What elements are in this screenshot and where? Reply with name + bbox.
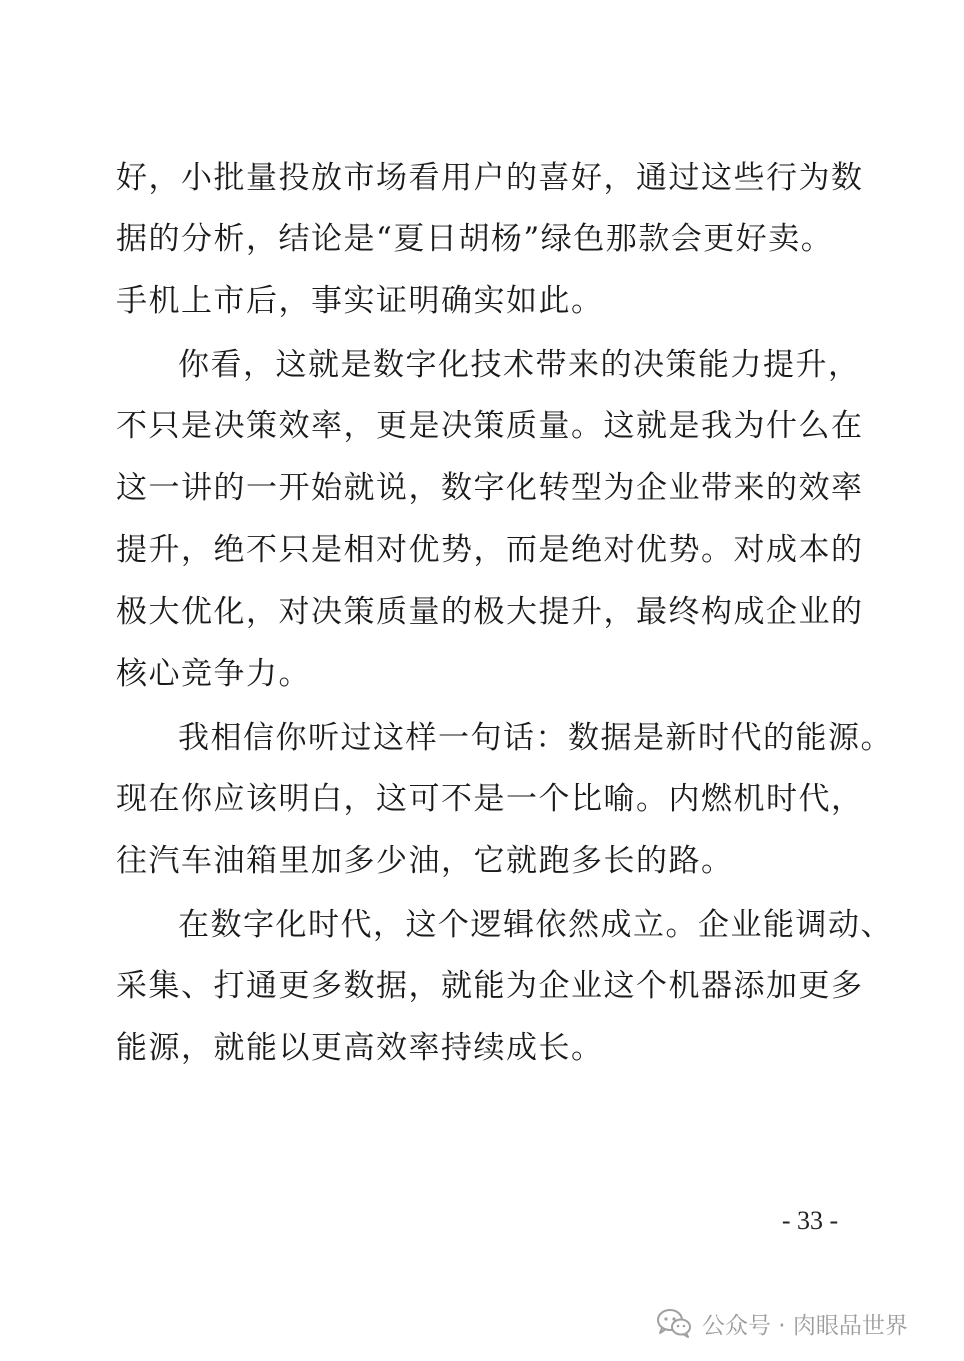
text-line: 采集、打通更多数据，就能为企业这个机器添加更多 — [116, 968, 864, 1004]
text-line: 能源，就能以更高效率持续成长。 — [116, 1030, 604, 1066]
wechat-icon — [656, 1308, 692, 1338]
text-line: 你看，这就是数字化技术带来的决策能力提升， — [178, 347, 861, 383]
watermark — [656, 1300, 946, 1346]
text-line: 不只是决策效率，更是决策质量。这就是我为什么在 — [116, 408, 864, 444]
text-line: 提升，绝不只是相对优势，而是绝对优势。对成本的 — [116, 532, 864, 568]
text-line: 据的分析，结论是“夏日胡杨”绿色那款会更好卖。 — [116, 221, 834, 257]
page-number: - 33 - — [781, 1206, 839, 1235]
watermark-text: 公众号 · 肉眼品世界 — [702, 1312, 908, 1339]
text-line: 手机上市后，事实证明确实如此。 — [116, 283, 604, 319]
text-line: 现在你应该明白，这可不是一个比喻。内燃机时代， — [116, 781, 864, 817]
text-line: 往汽车油箱里加多少油，它就跑多长的路。 — [116, 843, 734, 879]
text-line: 极大优化，对决策质量的极大提升，最终构成企业的 — [116, 594, 864, 630]
text-line: 这一讲的一开始就说，数字化转型为企业带来的效率 — [116, 470, 864, 506]
text-line: 我相信你听过这样一句话：数据是新时代的能源。 — [178, 720, 893, 756]
text-line: 在数字化时代，这个逻辑依然成立。企业能调动、 — [178, 907, 893, 943]
text-line: 好，小批量投放市场看用户的喜好，通过这些行为数 — [116, 160, 864, 196]
text-line: 核心竞争力。 — [116, 656, 311, 692]
